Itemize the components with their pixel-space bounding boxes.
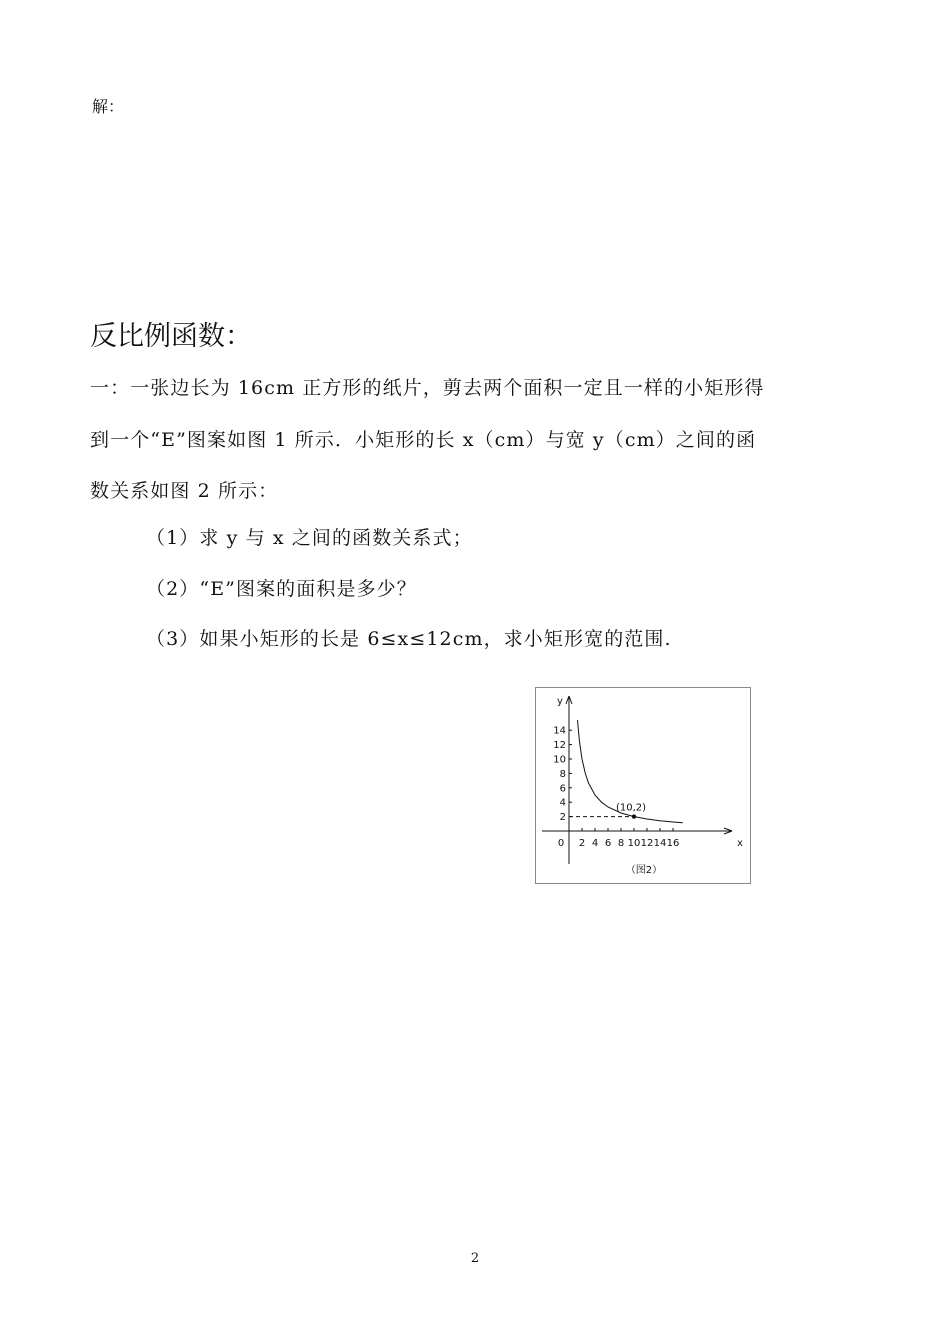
figure-2-box [535,687,751,884]
x-tick-label: 2 [578,838,586,849]
problem-line-3: 数关系如图 2 所示： [90,480,279,502]
highlight-point-label: (10,2) [615,802,647,814]
y-tick-label: 4 [559,797,566,809]
y-tick-label: 10 [553,754,566,766]
problem-line-2: 到一个“E”图案如图 1 所示．小矩形的长 x（cm）与宽 y（cm）之间的函 [90,429,757,451]
y-tick-label: 8 [559,768,566,780]
y-axis-label: y [557,696,563,707]
question-3: （3）如果小矩形的长是 6≤x≤12cm，求小矩形宽的范围. [146,628,672,650]
y-tick-label: 12 [553,740,566,752]
x-axis-label: x [737,838,743,849]
x-tick-label: 8 [617,838,625,849]
y-tick-label: 2 [559,812,566,824]
section-title: 反比例函数： [90,321,252,352]
question-1: （1）求 y 与 x 之间的函数关系式； [146,527,473,549]
y-tick-label: 14 [553,725,566,737]
x-tick-label: 10 [627,838,641,849]
x-tick-label: 4 [591,838,599,849]
origin-label: 0 [557,838,565,849]
y-tick-label: 6 [559,783,566,795]
x-tick-label: 12 [640,838,654,849]
inverse-function-chart [536,688,752,885]
problem-line-1: 一：一张边长为 16cm 正方形的纸片，剪去两个面积一定且一样的小矩形得 [90,377,765,399]
highlight-point [632,814,636,818]
x-tick-label: 6 [604,838,612,849]
page-number: 2 [470,1251,480,1266]
figure-caption: （图2） [625,865,663,876]
question-2: （2）“E”图案的面积是多少？ [146,578,417,600]
x-tick-label: 16 [666,838,680,849]
solve-label: 解： [92,97,125,116]
x-tick-label: 14 [653,838,667,849]
